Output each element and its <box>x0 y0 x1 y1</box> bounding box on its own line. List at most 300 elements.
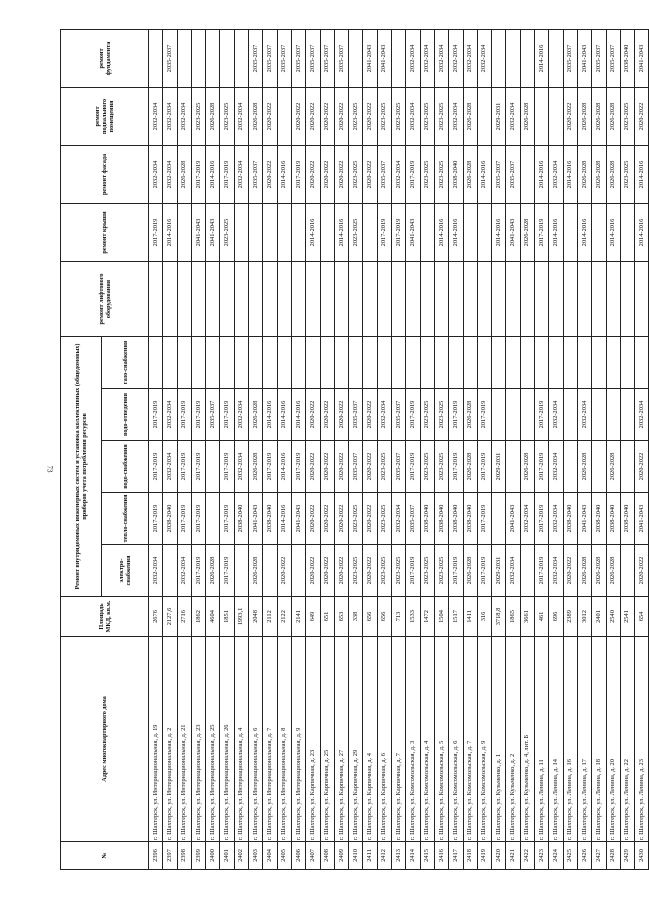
cell-foundation: 2041-2043 <box>577 29 591 87</box>
cell-gas <box>535 336 549 388</box>
cell-facade: 2020-2022 <box>263 145 277 203</box>
cell-foundation: 2035-2037 <box>163 29 177 87</box>
cell-facade: 2032-2034 <box>234 145 248 203</box>
cell-gas <box>249 336 263 388</box>
row-address: г. Шахтерск, ул. Комсомольская, д. 6 <box>449 637 463 842</box>
cell-heat: 2038-2040 <box>606 493 620 545</box>
row-area: 2541 <box>620 597 634 637</box>
cell-elevator <box>234 261 248 336</box>
cell-gas <box>577 336 591 388</box>
cell-roof: 2023-2025 <box>349 203 363 261</box>
cell-heat: 2038-2040 <box>592 493 606 545</box>
cell-heat: 2020-2022 <box>306 493 320 545</box>
row-address: г. Шахтерск, ул. Интернациональная, д. 8 <box>277 637 291 842</box>
cell-gas <box>206 336 220 388</box>
cell-basement: 2026-2028 <box>577 87 591 145</box>
cell-basement: 2026-2028 <box>206 87 220 145</box>
header-area: Площадь МКД, кв.м. <box>61 597 149 637</box>
cell-gas <box>520 336 534 388</box>
cell-water: 2023-2025 <box>434 441 448 493</box>
row-address: г. Шахтерск, ул. Интернациональная, д. 7 <box>263 637 277 842</box>
cell-heat: 2041-2043 <box>577 493 591 545</box>
row-area: 651 <box>320 597 334 637</box>
cell-foundation <box>549 29 563 87</box>
cell-gas <box>320 336 334 388</box>
cell-facade: 2020-2022 <box>306 145 320 203</box>
cell-drainage: 2035-2037 <box>206 389 220 441</box>
cell-elevator <box>163 261 177 336</box>
cell-facade: 2035-2037 <box>506 145 520 203</box>
cell-roof: 2014-2016 <box>577 203 591 261</box>
row-address: г. Шахтерск, ул. Карпичная, д. 25 <box>320 637 334 842</box>
cell-electricity: 2023-2025 <box>434 545 448 597</box>
row-number: 2418 <box>463 842 477 870</box>
row-number: 2419 <box>477 842 491 870</box>
table-row <box>263 29 277 869</box>
cell-roof <box>363 203 377 261</box>
cell-gas <box>306 336 320 388</box>
cell-drainage <box>592 389 606 441</box>
row-area: 4604 <box>206 597 220 637</box>
row-number: 2409 <box>334 842 348 870</box>
header-basement: ремонт подвального помещения <box>61 87 149 145</box>
cell-roof <box>620 203 634 261</box>
header-drainage: водо-отведения <box>102 389 149 441</box>
cell-facade: 2026-2028 <box>463 145 477 203</box>
cell-water: 2032-2034 <box>549 441 563 493</box>
row-area: 649 <box>306 597 320 637</box>
cell-elevator <box>620 261 634 336</box>
cell-roof: 2014-2016 <box>306 203 320 261</box>
cell-facade: 2032-2034 <box>549 145 563 203</box>
cell-roof: 2014-2016 <box>163 203 177 261</box>
cell-gas <box>177 336 191 388</box>
cell-elevator <box>334 261 348 336</box>
cell-water: 2023-2025 <box>420 441 434 493</box>
cell-basement: 2020-2022 <box>563 87 577 145</box>
cell-elevator <box>492 261 506 336</box>
cell-heat: 2038-2040 <box>434 493 448 545</box>
table-body <box>149 29 649 869</box>
cell-basement <box>277 87 291 145</box>
table-row <box>620 29 634 869</box>
cell-foundation <box>149 29 163 87</box>
row-number: 2402 <box>234 842 248 870</box>
cell-drainage: 2020-2022 <box>363 389 377 441</box>
row-area: 696 <box>549 597 563 637</box>
cell-facade: 2014-2016 <box>477 145 491 203</box>
cell-water: 2026-2028 <box>606 441 620 493</box>
cell-basement: 2023-2025 <box>620 87 634 145</box>
cell-elevator <box>377 261 391 336</box>
table-row <box>220 29 234 869</box>
header-facade: ремонт фасада <box>61 145 149 203</box>
cell-water: 2029-2031 <box>492 441 506 493</box>
cell-basement: 2026-2028 <box>592 87 606 145</box>
row-number: 2400 <box>206 842 220 870</box>
cell-heat: 2038-2040 <box>449 493 463 545</box>
cell-foundation <box>349 29 363 87</box>
cell-drainage: 2014-2016 <box>263 389 277 441</box>
cell-electricity <box>163 545 177 597</box>
cell-foundation <box>234 29 248 87</box>
row-address: г. Шахтерск, ул. Ленина, д. 22 <box>620 637 634 842</box>
table-row <box>563 29 577 869</box>
cell-heat: 2038-2040 <box>420 493 434 545</box>
cell-water: 2017-2019 <box>263 441 277 493</box>
row-number: 2407 <box>306 842 320 870</box>
cell-elevator <box>606 261 620 336</box>
row-number: 2401 <box>220 842 234 870</box>
cell-roof <box>234 203 248 261</box>
cell-heat <box>206 493 220 545</box>
row-area: 3661 <box>520 597 534 637</box>
cell-roof: 2041-2043 <box>506 203 520 261</box>
cell-gas <box>434 336 448 388</box>
row-address: г. Шахтерск, ул. Карпичная, д. 7 <box>392 637 406 842</box>
cell-water: 2014-2016 <box>277 441 291 493</box>
cell-roof <box>263 203 277 261</box>
cell-facade: 2035-2037 <box>377 145 391 203</box>
cell-drainage: 2035-2037 <box>392 389 406 441</box>
row-number: 2416 <box>434 842 448 870</box>
cell-gas <box>592 336 606 388</box>
row-area: 656 <box>377 597 391 637</box>
header-roof: ремонт крыши <box>61 203 149 261</box>
cell-drainage: 2017-2019 <box>477 389 491 441</box>
row-area: 713 <box>392 597 406 637</box>
cell-water <box>206 441 220 493</box>
header-number: № <box>61 842 149 870</box>
cell-heat: 2017-2019 <box>220 493 234 545</box>
cell-foundation <box>506 29 520 87</box>
row-area: 1865 <box>506 597 520 637</box>
cell-basement: 2026-2028 <box>606 87 620 145</box>
cell-water: 2020-2022 <box>635 441 649 493</box>
cell-elevator <box>535 261 549 336</box>
row-address: г. Шахтерск, ул. Интернациональная, д. 9 <box>291 637 305 842</box>
cell-heat: 2017-2019 <box>477 493 491 545</box>
cell-basement: 2020-2022 <box>363 87 377 145</box>
cell-heat: 2023-2025 <box>349 493 363 545</box>
cell-water: 2026-2028 <box>520 441 534 493</box>
cell-foundation: 2032-2034 <box>434 29 448 87</box>
cell-drainage: 2020-2022 <box>334 389 348 441</box>
cell-foundation: 2035-2037 <box>249 29 263 87</box>
row-number: 2404 <box>263 842 277 870</box>
cell-elevator <box>320 261 334 336</box>
cell-electricity <box>520 545 534 597</box>
cell-gas <box>263 336 277 388</box>
cell-heat: 2038-2040 <box>563 493 577 545</box>
cell-gas <box>349 336 363 388</box>
header-engineering-systems: Ремонт внутридомовых инженерных систем и установка коллективных (общедомовых) приборов учета потребления ресурсов <box>61 336 102 596</box>
row-area: 1533 <box>406 597 420 637</box>
cell-roof <box>249 203 263 261</box>
row-address: г. Шахтерск, ул. Интернациональная, д. 6 <box>249 637 263 842</box>
cell-roof <box>563 203 577 261</box>
cell-elevator <box>506 261 520 336</box>
cell-water: 2017-2019 <box>220 441 234 493</box>
cell-drainage: 2017-2019 <box>149 389 163 441</box>
cell-drainage: 2017-2019 <box>177 389 191 441</box>
row-address: г. Шахтерск, ул. Ленина, д. 16 <box>563 637 577 842</box>
cell-electricity: 2026-2028 <box>463 545 477 597</box>
table-row <box>635 29 649 869</box>
cell-roof: 2014-2016 <box>549 203 563 261</box>
cell-electricity: 2023-2025 <box>420 545 434 597</box>
table-row <box>320 29 334 869</box>
row-number: 2396 <box>149 842 163 870</box>
cell-drainage: 2020-2022 <box>320 389 334 441</box>
cell-foundation <box>492 29 506 87</box>
row-address: г. Шахтерск, ул. Карпичная, д. 6 <box>377 637 391 842</box>
cell-basement: 2032-2034 <box>149 87 163 145</box>
cell-facade: 2023-2025 <box>420 145 434 203</box>
cell-facade: 2026-2028 <box>577 145 591 203</box>
row-area: 1517 <box>449 597 463 637</box>
cell-water: 2017-2019 <box>449 441 463 493</box>
cell-facade: 2023-2025 <box>434 145 448 203</box>
cell-water: 2035-2037 <box>349 441 363 493</box>
cell-drainage: 2017-2019 <box>406 389 420 441</box>
cell-basement: 2023-2025 <box>392 87 406 145</box>
row-area: 2716 <box>177 597 191 637</box>
cell-roof <box>592 203 606 261</box>
cell-heat: 2038-2040 <box>163 493 177 545</box>
table-row <box>363 29 377 869</box>
table-row <box>434 29 448 869</box>
cell-facade: 2017-2019 <box>191 145 205 203</box>
cell-electricity: 2026-2028 <box>592 545 606 597</box>
cell-electricity: 2017-2019 <box>477 545 491 597</box>
cell-electricity: 2017-2019 <box>220 545 234 597</box>
cell-elevator <box>291 261 305 336</box>
cell-heat: 2032-2034 <box>549 493 563 545</box>
row-area: 2389 <box>563 597 577 637</box>
cell-heat: 2020-2022 <box>334 493 348 545</box>
table-row <box>463 29 477 869</box>
cell-gas <box>234 336 248 388</box>
cell-facade: 2023-2025 <box>349 145 363 203</box>
cell-electricity: 2020-2022 <box>277 545 291 597</box>
table-row <box>520 29 534 869</box>
row-number: 2406 <box>291 842 305 870</box>
cell-basement <box>549 87 563 145</box>
cell-water: 2017-2019 <box>149 441 163 493</box>
cell-gas <box>492 336 506 388</box>
cell-drainage <box>520 389 534 441</box>
cell-facade: 2023-2025 <box>620 145 634 203</box>
row-area: 338 <box>349 597 363 637</box>
cell-roof: 2014-2016 <box>434 203 448 261</box>
row-address: г. Шахтерск, ул. Кузьменко, д. 4, лит. Б <box>520 637 534 842</box>
table-row <box>191 29 205 869</box>
cell-basement: 2032-2034 <box>163 87 177 145</box>
table-row <box>234 29 248 869</box>
row-area: 316 <box>477 597 491 637</box>
cell-roof <box>477 203 491 261</box>
row-number: 2429 <box>620 842 634 870</box>
row-area: 1472 <box>420 597 434 637</box>
cell-water: 2017-2019 <box>477 441 491 493</box>
cell-heat: 2017-2019 <box>535 493 549 545</box>
row-number: 2403 <box>249 842 263 870</box>
cell-elevator <box>592 261 606 336</box>
row-number: 2414 <box>406 842 420 870</box>
cell-facade: 2038-2040 <box>449 145 463 203</box>
cell-facade: 2032-2034 <box>392 145 406 203</box>
row-area: 2676 <box>149 597 163 637</box>
cell-foundation <box>520 29 534 87</box>
cell-electricity: 2020-2022 <box>334 545 348 597</box>
cell-facade: 2020-2022 <box>334 145 348 203</box>
row-address: г. Шахтерск, ул. Интернациональная, д. 21 <box>177 637 191 842</box>
cell-foundation: 2035-2037 <box>563 29 577 87</box>
cell-foundation: 2032-2034 <box>406 29 420 87</box>
cell-basement <box>535 87 549 145</box>
cell-basement: 2026-2028 <box>520 87 534 145</box>
cell-heat: 2017-2019 <box>149 493 163 545</box>
cell-electricity: 2023-2025 <box>377 545 391 597</box>
row-number: 2411 <box>363 842 377 870</box>
cell-water: 2017-2019 <box>291 441 305 493</box>
row-area: 3012 <box>577 597 591 637</box>
cell-facade: 2020-2022 <box>363 145 377 203</box>
cell-heat: 2017-2019 <box>191 493 205 545</box>
row-number: 2417 <box>449 842 463 870</box>
cell-gas <box>191 336 205 388</box>
cell-electricity: 2020-2022 <box>563 545 577 597</box>
row-number: 2424 <box>549 842 563 870</box>
cell-foundation: 2032-2034 <box>463 29 477 87</box>
repair-schedule-table <box>60 29 649 870</box>
cell-electricity: 2029-2031 <box>492 545 506 597</box>
cell-drainage <box>563 389 577 441</box>
cell-facade: 2014-2016 <box>206 145 220 203</box>
cell-foundation: 2035-2037 <box>334 29 348 87</box>
cell-gas <box>477 336 491 388</box>
cell-basement: 2020-2022 <box>291 87 305 145</box>
cell-drainage <box>506 389 520 441</box>
cell-drainage: 2023-2025 <box>434 389 448 441</box>
cell-water: 2020-2022 <box>320 441 334 493</box>
row-area: 2401 <box>592 597 606 637</box>
row-number: 2413 <box>392 842 406 870</box>
header-foundation: ремонт фундамента <box>61 29 149 87</box>
row-address: г. Шахтерск, ул. Ленина, д. 23 <box>635 637 649 842</box>
cell-foundation: 2035-2037 <box>320 29 334 87</box>
row-number: 2420 <box>492 842 506 870</box>
cell-water: 2020-2022 <box>306 441 320 493</box>
table-row <box>149 29 163 869</box>
cell-facade: 2020-2022 <box>320 145 334 203</box>
cell-heat: 2041-2043 <box>635 493 649 545</box>
cell-basement: 2032-2034 <box>234 87 248 145</box>
row-number: 2415 <box>420 842 434 870</box>
cell-foundation: 2035-2037 <box>306 29 320 87</box>
table-row <box>349 29 363 869</box>
cell-foundation: 2035-2037 <box>592 29 606 87</box>
cell-drainage: 2032-2034 <box>234 389 248 441</box>
cell-gas <box>406 336 420 388</box>
cell-electricity: 2026-2028 <box>249 545 263 597</box>
cell-facade: 2035-2037 <box>249 145 263 203</box>
row-area: 2127,6 <box>163 597 177 637</box>
row-number: 2398 <box>177 842 191 870</box>
cell-electricity: 2017-2019 <box>191 545 205 597</box>
cell-basement <box>477 87 491 145</box>
cell-water: 2032-2034 <box>163 441 177 493</box>
cell-roof <box>277 203 291 261</box>
cell-water: 2023-2025 <box>377 441 391 493</box>
cell-electricity: 2017-2019 <box>406 545 420 597</box>
cell-facade: 2032-2034 <box>163 145 177 203</box>
cell-roof: 2014-2016 <box>635 203 649 261</box>
row-area: 1862 <box>191 597 205 637</box>
row-address: г. Шахтерск, ул. Комсомольская, д. 9 <box>477 637 491 842</box>
row-area: 656 <box>363 597 377 637</box>
cell-heat: 2032-2034 <box>392 493 406 545</box>
cell-elevator <box>263 261 277 336</box>
table-row <box>177 29 191 869</box>
cell-electricity <box>234 545 248 597</box>
cell-roof: 2026-2028 <box>520 203 534 261</box>
cell-gas <box>563 336 577 388</box>
cell-drainage: 2026-2028 <box>249 389 263 441</box>
cell-foundation: 2032-2034 <box>477 29 491 87</box>
cell-drainage <box>492 389 506 441</box>
cell-heat: 2017-2019 <box>177 493 191 545</box>
cell-foundation <box>191 29 205 87</box>
row-address: г. Шахтерск, ул. Ленина, д. 17 <box>577 637 591 842</box>
table-row <box>334 29 348 869</box>
cell-water: 2017-2019 <box>535 441 549 493</box>
cell-roof: 2017-2019 <box>149 203 163 261</box>
table-row <box>577 29 591 869</box>
row-address: г. Шахтерск, ул. Карпичная, д. 4 <box>363 637 377 842</box>
cell-gas <box>277 336 291 388</box>
cell-electricity: 2032-2034 <box>506 545 520 597</box>
row-address: г. Шахтерск, ул. Комсомольская, д. 7 <box>463 637 477 842</box>
cell-basement: 2026-2028 <box>249 87 263 145</box>
cell-roof: 2023-2025 <box>220 203 234 261</box>
cell-basement: 2020-2022 <box>306 87 320 145</box>
row-address: г. Шахтерск, ул. Комсомольская, д. 4 <box>420 637 434 842</box>
cell-gas <box>163 336 177 388</box>
cell-elevator <box>477 261 491 336</box>
cell-electricity: 2032-2034 <box>149 545 163 597</box>
header-gas: газо-снабжения <box>102 336 149 388</box>
cell-facade: 2017-2019 <box>220 145 234 203</box>
cell-basement: 2032-2034 <box>177 87 191 145</box>
cell-elevator <box>306 261 320 336</box>
cell-roof <box>320 203 334 261</box>
cell-roof: 2041-2043 <box>406 203 420 261</box>
cell-elevator <box>563 261 577 336</box>
cell-drainage <box>620 389 634 441</box>
header-water: водо-снабжения <box>102 441 149 493</box>
cell-heat: 2035-2037 <box>406 493 420 545</box>
cell-elevator <box>349 261 363 336</box>
cell-electricity <box>263 545 277 597</box>
table-row <box>277 29 291 869</box>
row-number: 2426 <box>577 842 591 870</box>
cell-facade: 2026-2028 <box>606 145 620 203</box>
cell-water: 2026-2028 <box>577 441 591 493</box>
cell-foundation: 2035-2037 <box>291 29 305 87</box>
cell-facade: 2026-2028 <box>592 145 606 203</box>
